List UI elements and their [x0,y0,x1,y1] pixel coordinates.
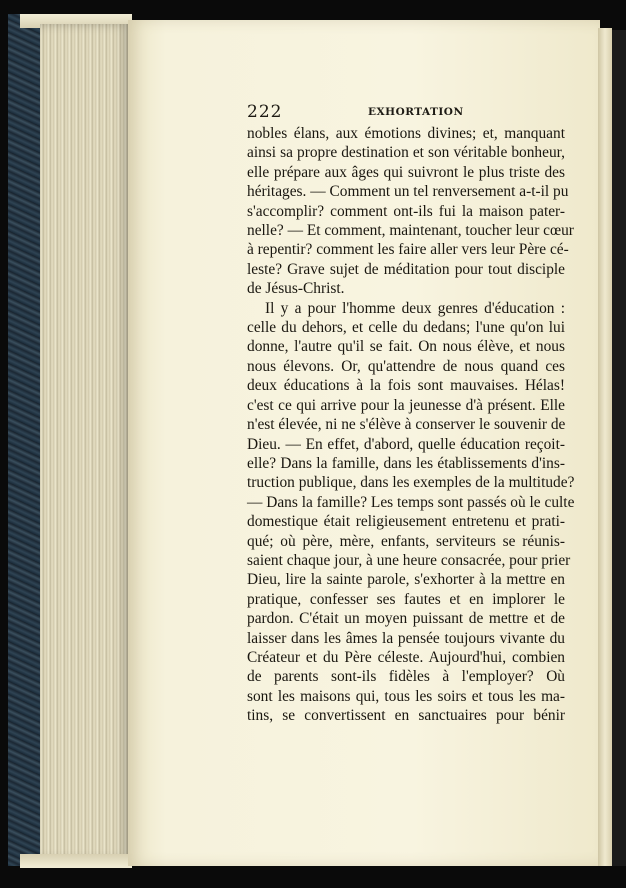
text-line: n'est élevée, ni ne s'élève à conserver le souvenir de [247,416,566,434]
page-number: 222 [247,102,283,122]
text-line: sont les maisons qui, tous les soirs et tous les ma- [247,687,565,705]
text-line: saient chaque jour, à une heure consacrée, pour prier [247,551,571,569]
text-line: celle du dehors, et celle du dedans; l'une qu'on lui [247,319,565,337]
text-line: qué; où père, mère, enfants, serviteurs se réunis- [247,532,565,550]
page-edges-stack [40,24,130,860]
right-cover [612,30,626,866]
text-line: laisser dans les âmes la pensée toujours vivante du [247,629,565,647]
next-leaf-edge [598,28,612,866]
text-line: donne, l'autre qu'il se fait. On nous élève, et nous [247,338,565,356]
text-line: elle? Dans la famille, dans les établissements d'ins- [247,454,565,472]
text-line: deux éducations à la fois sont mauvaises. Hélas! [247,377,565,395]
text-line: — Dans la famille? Les temps sont passés où le culte [247,493,575,511]
text-line: Dieu, lire la sainte parole, s'exhorter à la mettre en [247,571,565,589]
text-line: truction publique, dans les exemples de la multitude? [247,474,575,492]
text-line: Créateur et du Père céleste. Aujourd'hui, combien [247,648,565,666]
text-line: pardon. C'était un moyen puissant de mettre et de [247,610,565,628]
text-line: Dieu. — En effet, d'abord, quelle éducation reçoit- [247,435,565,453]
body-text [247,124,575,726]
text-line: nous élevons. Or, qu'attendre de nous quand ces [247,357,565,375]
text-line: héritages. — Comment un tel renversement a-t-il pu [247,183,569,201]
text-line: de parents sont-ils fidèles à l'employer? Où [247,668,565,686]
text-line: à repentir? comment les faire aller vers leur Père cé- [247,241,569,259]
text-line: nobles élans, aux émotions divines; et, manquant [247,125,565,142]
text-line: domestique était religieusement entretenu et prati- [247,513,565,531]
text-line: nelle? — Et comment, maintenant, toucher leur cœur [247,222,574,240]
text-line: c'est ce qui arrive pour la jeunesse d'à présent. Elle [247,396,565,414]
text-line: Il y a pour l'homme deux genres d'éducation : [265,299,565,317]
text-line: de Jésus-Christ. [247,280,345,298]
text-line: s'accomplir? comment ont-ils fui la maison pater- [247,202,565,220]
text-line: leste? Grave sujet de méditation pour tout disciple [247,260,565,278]
running-head: EXHORTATION [368,106,464,118]
page-edges-bottom [20,854,132,868]
text-line: ainsi sa propre destination et son véritable bonheur, [247,144,565,162]
text-line: elle prépare aux âges qui suivront le plus triste des [247,163,565,181]
text-line: pratique, confesser ses fautes et en implorer le [247,590,565,608]
text-line: tins, se convertissent en sanctuaires pour bénir [247,707,565,725]
left-cover-marbled [8,14,43,866]
